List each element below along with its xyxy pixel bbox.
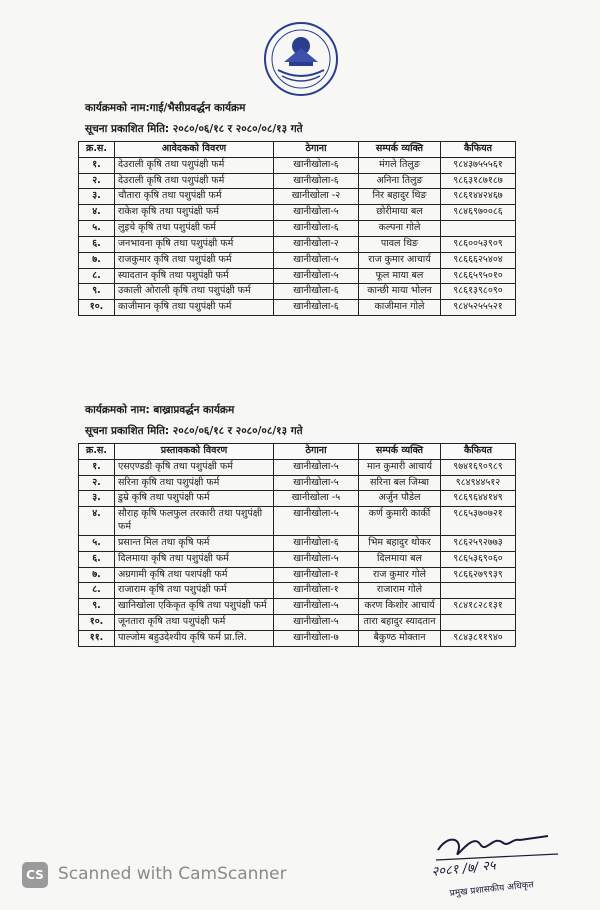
contact-cell: अनिना तिलुङ: [359, 173, 441, 189]
remarks-cell: ९८६२५९२७७३: [441, 535, 516, 551]
address-cell: खानीखोला-५: [274, 551, 359, 567]
section-2-table: [78, 443, 516, 647]
address-cell: खानीखोला-६: [274, 284, 359, 300]
address-cell: खानीखोला-६: [274, 535, 359, 551]
farm-cell: एसएण्डडी कृषि तथा पशुपंक्षी फर्म: [115, 459, 274, 475]
table-row: [79, 535, 516, 551]
contact-cell: कान्छी माया भोलन: [359, 284, 441, 300]
remarks-cell: ९८६६५९५०१०: [441, 268, 516, 284]
contact-cell: दिलमाया बल: [359, 551, 441, 567]
table-row: [79, 507, 516, 536]
farm-cell: दिलमाया कृषि तथा पशुपंक्षी फर्म: [115, 551, 274, 567]
table-header-row: [79, 444, 516, 460]
address-cell: खानीखोला-५: [274, 614, 359, 630]
address-cell: खानीखोला-५: [274, 475, 359, 491]
office-seal: [262, 20, 340, 98]
camscanner-watermark: Scanned with CamScanner: [58, 864, 287, 884]
serial-cell: ४.: [79, 205, 115, 221]
col-header-proposer: प्रस्तावकको विवरण: [115, 444, 274, 460]
serial-cell: ५.: [79, 221, 115, 237]
farm-cell: सौराह कृषि फलफुल तरकारी तथा पशुपंक्षी फर्म: [115, 507, 274, 536]
table-row: [79, 567, 516, 583]
farm-cell: देउराली कृषि तथा पशुपंक्षी फर्म: [115, 173, 274, 189]
farm-cell: डुम्रे कृषि तथा पशुपंक्षी फर्म: [115, 491, 274, 507]
table-row: [79, 157, 516, 173]
address-cell: खानीखोला-६: [274, 221, 359, 237]
remarks-cell: ९८६६६२५४०४: [441, 252, 516, 268]
col-header-address: ठेगाना: [274, 142, 359, 158]
serial-cell: ३.: [79, 189, 115, 205]
farm-cell: अग्रगामी कृषि तथा पशपंक्षी फर्म: [115, 567, 274, 583]
camscanner-logo-icon: CS: [22, 862, 48, 888]
serial-cell: १०.: [79, 614, 115, 630]
contact-cell: निर बहादुर थिङ: [359, 189, 441, 205]
address-cell: खानीखोला -२: [274, 189, 359, 205]
section-1-table: [78, 141, 516, 316]
serial-cell: २.: [79, 173, 115, 189]
table-row: [79, 205, 516, 221]
serial-cell: ७.: [79, 567, 115, 583]
farm-cell: उकाली ओराली कृषि तथा पशुपंक्षी फर्म: [115, 284, 274, 300]
farm-cell: प्रसान्त मिल तथा कृषि फर्म: [115, 535, 274, 551]
table-row: [79, 599, 516, 615]
farm-cell: सरिना कृषि तथा पशुपंक्षी फर्म: [115, 475, 274, 491]
remarks-cell: ९८४३७५५५६१: [441, 157, 516, 173]
table-row: [79, 475, 516, 491]
farm-cell: पाल्जोम बहुउदेश्यीय कृषि फर्म प्रा.लि.: [115, 630, 274, 646]
section-1-notice: सूचना प्रकाशित मिति: २०८०/०६/१८ र २०८०/०८/१३ गते: [85, 123, 303, 135]
serial-cell: ८.: [79, 583, 115, 599]
serial-cell: ७.: [79, 252, 115, 268]
serial-cell: ५.: [79, 535, 115, 551]
contact-cell: राज कुमार आचार्य: [359, 252, 441, 268]
serial-cell: ४.: [79, 507, 115, 536]
remarks-cell: ९८६६२७९९३९: [441, 567, 516, 583]
address-cell: खानीखोला-५: [274, 268, 359, 284]
contact-cell: सरिना बल जिम्बा: [359, 475, 441, 491]
serial-cell: ९.: [79, 284, 115, 300]
remarks-cell: ९८४६९७००८६: [441, 205, 516, 221]
table-row: [79, 551, 516, 567]
farm-cell: काजीमान कृषि तथा पशुपंक्षी फर्म: [115, 300, 274, 316]
serial-cell: १.: [79, 459, 115, 475]
remarks-cell: ९८६५३७०७२१: [441, 507, 516, 536]
contact-cell: राजाराम गोले: [359, 583, 441, 599]
col-header-applicant: आवेदकको विवरण: [115, 142, 274, 158]
table-row: [79, 614, 516, 630]
farm-cell: स्यादतान कृषि तथा पशुपंक्षी फर्म: [115, 268, 274, 284]
farm-cell: जूनतारा कृषि तथा पशुपंक्षी फर्म: [115, 614, 274, 630]
table-row: [79, 189, 516, 205]
table-header-row: [79, 142, 516, 158]
serial-cell: ६.: [79, 551, 115, 567]
signature-block: [408, 820, 588, 900]
remarks-cell: ९८६००५३९०९: [441, 236, 516, 252]
remarks-cell: ९८४९४४५१२: [441, 475, 516, 491]
serial-cell: १०.: [79, 300, 115, 316]
serial-cell: ९.: [79, 599, 115, 615]
remarks-cell: ९८४१८२८१३१: [441, 599, 516, 615]
farm-cell: जनभावना कृषि तथा पशुपंक्षी फर्म: [115, 236, 274, 252]
address-cell: खानीखोला-७: [274, 630, 359, 646]
farm-cell: लुइचे कृषि तथा पशुपंक्षी फर्म: [115, 221, 274, 237]
table-row: [79, 252, 516, 268]
address-cell: खानीखोला-५: [274, 507, 359, 536]
farm-cell: राजकुमार कृषि तथा पशुपंक्षी फर्म: [115, 252, 274, 268]
col-header-serial: क्र.स.: [79, 142, 115, 158]
table-row: [79, 491, 516, 507]
table-row: [79, 583, 516, 599]
table-row: [79, 173, 516, 189]
contact-cell: काजीमान गोले: [359, 300, 441, 316]
table-row: [79, 284, 516, 300]
signature-title: प्रमुख प्रशासकीय अधिकृत: [449, 880, 535, 899]
contact-cell: अर्जुन पौडेल: [359, 491, 441, 507]
address-cell: खानीखोला-५: [274, 599, 359, 615]
table-row: [79, 236, 516, 252]
remarks-cell: ९८६५३६९०६०: [441, 551, 516, 567]
remarks-cell: [441, 614, 516, 630]
remarks-cell: ९८६१३९८०९०: [441, 284, 516, 300]
table-row: [79, 300, 516, 316]
contact-cell: राज कुमार गोले: [359, 567, 441, 583]
contact-cell: मंगले तिलुङ: [359, 157, 441, 173]
col-header-address: ठेगाना: [274, 444, 359, 460]
contact-cell: छोरीमाया बल: [359, 205, 441, 221]
address-cell: खानीखोला-६: [274, 173, 359, 189]
serial-cell: ३.: [79, 491, 115, 507]
remarks-cell: ९७४१६९०९८९: [441, 459, 516, 475]
serial-cell: ८.: [79, 268, 115, 284]
farm-cell: चौतारा कृषि तथा पशुपंक्षी फर्म: [115, 189, 274, 205]
remarks-cell: ९८४५२५५५२१: [441, 300, 516, 316]
col-header-contact: सम्पर्क व्यक्ति: [359, 142, 441, 158]
farm-cell: खानिखोला एकिकृत कृषि तथा पशुपंक्षी फर्म: [115, 599, 274, 615]
col-header-remarks: कैफियत: [441, 444, 516, 460]
serial-cell: ११.: [79, 630, 115, 646]
signature-date: २०८१ /७/ २५: [430, 858, 497, 880]
contact-cell: मान कुमारी आचार्य: [359, 459, 441, 475]
contact-cell: कर्ण कुमारी कार्की: [359, 507, 441, 536]
remarks-cell: [441, 583, 516, 599]
address-cell: खानीखोला-२: [274, 236, 359, 252]
farm-cell: राजाराम कृषि तथा पशुपंक्षी फर्म: [115, 583, 274, 599]
address-cell: खानीखोला-५: [274, 252, 359, 268]
address-cell: खानीखोला-१: [274, 583, 359, 599]
section-2-notice: सूचना प्रकाशित मिति: २०८०/०६/१८ र २०८०/०८/१३ गते: [85, 425, 303, 437]
contact-cell: बैकुण्ठ मोक्तान: [359, 630, 441, 646]
serial-cell: १.: [79, 157, 115, 173]
address-cell: खानीखोला-६: [274, 157, 359, 173]
farm-cell: देउराली कृषि तथा पशुपंक्षी फर्म: [115, 157, 274, 173]
col-header-remarks: कैफियत: [441, 142, 516, 158]
section-1-title: कार्यक्रमको नाम:गाई/भैसीप्रवर्द्धन कार्यक्रम: [85, 102, 246, 114]
address-cell: खानीखोला-१: [274, 567, 359, 583]
section-2-title: कार्यक्रमको नाम: बाख्राप्रवर्द्धन कार्यक्रम: [85, 404, 235, 416]
table-row: [79, 630, 516, 646]
serial-cell: २.: [79, 475, 115, 491]
remarks-cell: ९८६९६४४१४९: [441, 491, 516, 507]
contact-cell: फूल माया बल: [359, 268, 441, 284]
remarks-cell: ९८६१४४२४६७: [441, 189, 516, 205]
remarks-cell: [441, 221, 516, 237]
contact-cell: पावल थिङ: [359, 236, 441, 252]
remarks-cell: ९८४३८११९४०: [441, 630, 516, 646]
remarks-cell: ९८६३१८७१८७: [441, 173, 516, 189]
table-row: [79, 268, 516, 284]
contact-cell: भिम बहादुर थोकर: [359, 535, 441, 551]
address-cell: खानीखोला-५: [274, 459, 359, 475]
contact-cell: करण किशोर आचार्य: [359, 599, 441, 615]
address-cell: खानीखोला-६: [274, 300, 359, 316]
table-row: [79, 221, 516, 237]
contact-cell: तारा बहादुर स्यादतान: [359, 614, 441, 630]
farm-cell: राकेश कृषि तथा पशुपंक्षी फर्म: [115, 205, 274, 221]
table-row: [79, 459, 516, 475]
address-cell: खानीखोला -५: [274, 491, 359, 507]
serial-cell: ६.: [79, 236, 115, 252]
col-header-contact: सम्पर्क व्यक्ति: [359, 444, 441, 460]
address-cell: खानीखोला-५: [274, 205, 359, 221]
contact-cell: कल्पना गोले: [359, 221, 441, 237]
col-header-serial: क्र.स.: [79, 444, 115, 460]
